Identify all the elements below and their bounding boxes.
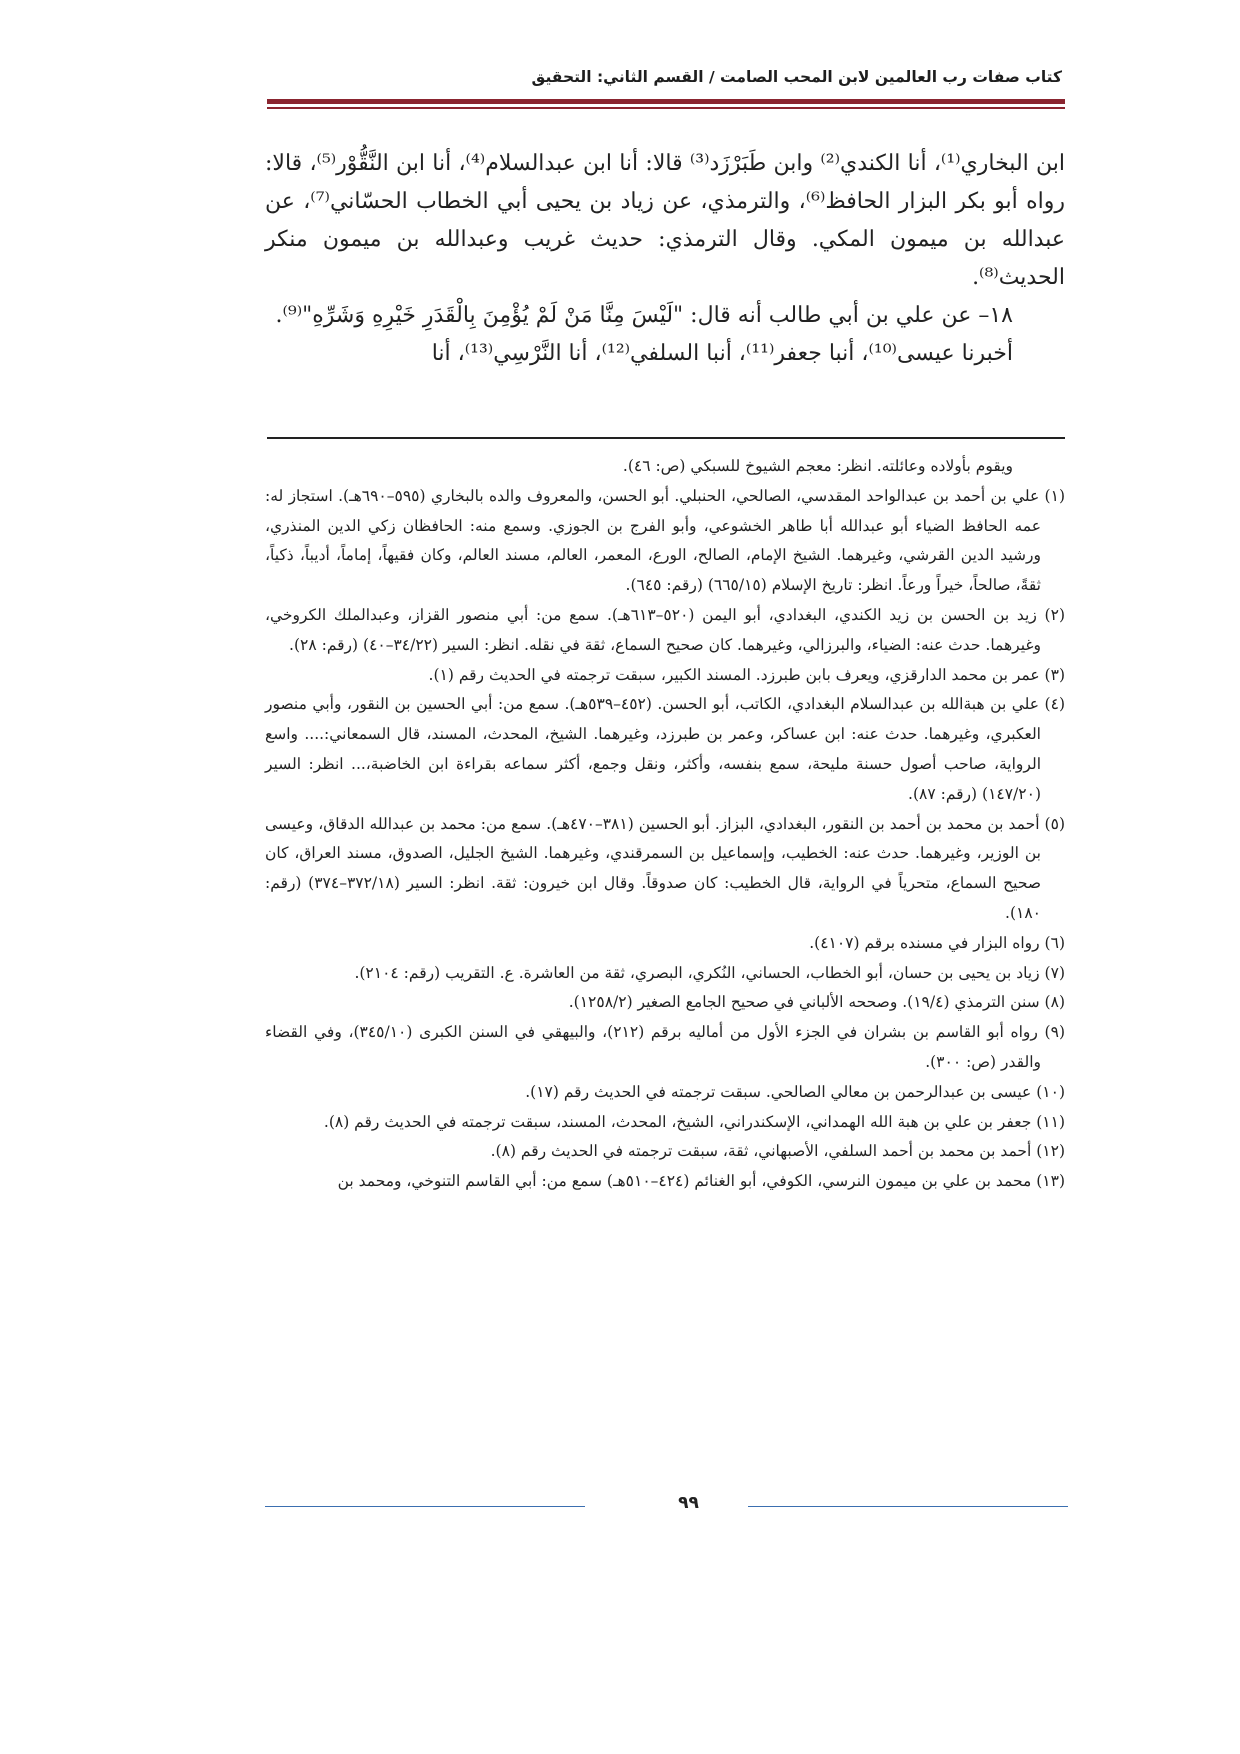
footnotes <box>265 452 1065 1197</box>
hadith-text: ١٨– عن علي بن أبي طالب أنه قال: "لَيْسَ مِنَّا مَنْ لَمْ يُؤْمِنَ بِالْقَدَرِ خَيْرِهِ وَشَرِّهِ"⁽⁹⁾. <box>275 303 1013 328</box>
footnote-4: (٤) علي بن هبةالله بن عبدالسلام البغدادي، الكاتب، أبو الحسن. (٤٥٢–٥٣٩هـ). سمع من: أبي الحسين بن النقور، وأبي منصور العكبري، وغيرهما. حدث عنه: ابن عساكر، وعمر بن طبرزد، وغيرهما. الشيخ، المحدث، المسند، قال السمعاني:.... واسع الرواية، صاحب أصول حسنة مليحة، سمع بنفسه، وأكثر، ونقل وجمع، أكثر سماعه بقراءة ابن الخاضبة،... انظر: السير (١٤٧/٢٠) (رقم: ٨٧). <box>265 695 1065 803</box>
footnote-13: (١٣) محمد بن علي بن ميمون النرسي، الكوفي، أبو الغنائم (٤٢٤–٥١٠هـ) سمع من: أبي القاسم التنوخي، ومحمد بن <box>337 1172 1065 1191</box>
footnote-9: (٩) رواه أبو القاسم بن بشران في الجزء الأول من أماليه برقم (٢١٢)، والبيهقي في السنن الكبرى (٣٤٥/١٠)، وفي القضاء والقدر (ص: ٣٠٠). <box>265 1023 1065 1071</box>
footnote-6: (٦) رواه البزار في مسنده برقم (٤١٠٧). <box>809 933 1065 952</box>
body-paragraph: ابن البخاري⁽¹⁾، أنا الكندي⁽²⁾ وابن طَبَرْزَد⁽³⁾ قالا: أنا ابن عبدالسلام⁽⁴⁾، أنا ابن النَّقُّوْر⁽⁵⁾، قالا: رواه أبو بكر البزار الحافظ⁽⁶⁾، والترمذي، عن زياد بن يحيى أبي الخطاب الحسّاني⁽⁷⁾، عن عبدالله بن ميمون المكي. وقال الترمذي: حديث غريب وعبدالله بن ميمون منكر الحديث⁽⁸⁾. <box>265 151 1066 290</box>
footnote-continuation: ويقوم بأولاده وعائلته. انظر: معجم الشيوخ للسبكي (ص: ٤٦). <box>622 457 1013 475</box>
footnote-1: (١) علي بن أحمد بن عبدالواحد المقدسي، الصالحي، الحنبلي. أبو الحسن، والمعروف والده بالبخاري (٥٩٥–٦٩٠هـ). استجاز له: عمه الحافظ الضياء أبو عبدالله أبا طاهر الخشوعي، وأبو الفرج بن الجوزي. وسمع منه: الحافظان زكي الدين المنذري، ورشيد الدين القرشي، وغيرهما. الشيخ الإمام، الصالح، الورع، المعمر، العالم، مسند العالم، وكان فقيهاً، إماماً، أديباً، ذكياً، ثقةً، صالحاً، خيراً ورعاً. انظر: تاريخ الإسلام (٦٦٥/١٥) (رقم: ٦٤٥). <box>265 486 1065 595</box>
running-header: كتاب صفات رب العالمين لابن المحب الصامت / القسم الثاني: التحقيق <box>531 68 1062 86</box>
footnote-separator <box>267 437 1065 439</box>
footnote-12: (١٢) أحمد بن محمد بن أحمد السلفي، الأصبهاني، ثقة، سبقت ترجمته في الحديث رقم (٨). <box>490 1142 1065 1161</box>
footnote-3: (٣) عمر بن محمد الدارقزي، ويعرف بابن طبرزد. المسند الكبير، سبقت ترجمته في الحديث رقم (١). <box>428 665 1065 684</box>
footnote-2: (٢) زيد بن الحسن بن زيد الكندي، البغدادي، أبو اليمن (٥٢٠–٦١٣هـ). سمع من: أبي منصور القزاز، وعبدالملك الكروخي، وغيرهما. حدث عنه: الضياء، والبرزالي، وغيرهما. كان صحيح السماع، ثقة في نقله. انظر: السير (٣٤/٢٢–٤٠) (رقم: ٢٨). <box>265 605 1065 654</box>
footnote-5: (٥) أحمد بن محمد بن أحمد بن النقور، البغدادي، البزاز. أبو الحسين (٣٨١–٤٧٠هـ). سمع من: محمد بن عبدالله الدقاق، وعيسى بن الوزير، وغيرهما. حدث عنه: الخطيب، وإسماعيل بن السمرقندي، وغيرهما. الشيخ الجليل، الصدوق، مسند العراق، كان صحيح السماع، متحرياً في الرواية، قال الخطيب: كان صدوقاً. وقال ابن خيرون: ثقة. انظر: السير (٣٧٢/١٨–٣٧٤) (رقم: ١٨٠). <box>265 814 1065 922</box>
page-number: ٩٩ <box>678 1493 699 1513</box>
header-rule-thin <box>267 107 1065 109</box>
header-rule-thick <box>267 99 1065 104</box>
isnad-text: أخبرنا عيسى⁽¹⁰⁾، أنبا جعفر⁽¹¹⁾، أنبا السلفي⁽¹²⁾، أنا النَّرْسِي⁽¹³⁾، أنا <box>431 341 1013 366</box>
footnote-11: (١١) جعفر بن علي بن هبة الله الهمداني، الإسكندراني، الشيخ، المحدث، المسند، سبقت ترجمته في الحديث رقم (٨). <box>323 1112 1065 1131</box>
footnote-7: (٧) زياد بن يحيى بن حسان، أبو الخطاب، الحساني، النُكري، البصري، ثقة من العاشرة. ع. التقريب (رقم: ٢١٠٤). <box>354 963 1065 982</box>
main-text <box>265 145 1065 373</box>
footnote-8: (٨) سنن الترمذي (١٩/٤). وصححه الألباني في صحيح الجامع الصغير (١٢٥٨/٢). <box>568 993 1065 1012</box>
footnote-10: (١٠) عيسى بن عبدالرحمن بن معالي الصالحي. سبقت ترجمته في الحديث رقم (١٧). <box>525 1082 1065 1101</box>
